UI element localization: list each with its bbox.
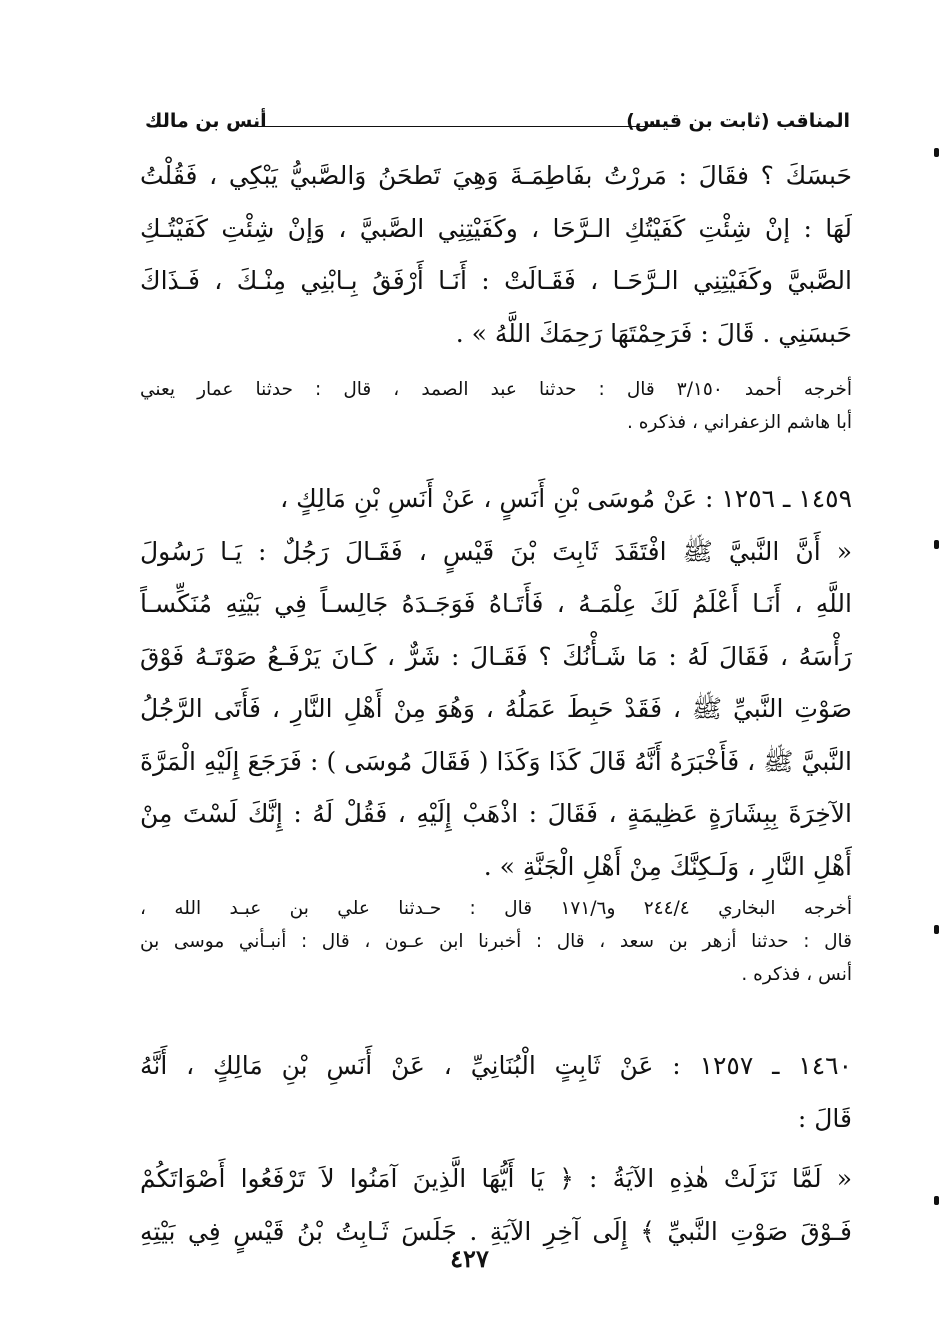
hadith-1460: [140, 1040, 852, 1258]
header-section-title: أنس بن مالك: [145, 110, 267, 132]
header-rule: [257, 126, 660, 127]
header-chapter-title: المناقب (ثابت بن قيس): [626, 110, 850, 132]
takhrij-note-1: [140, 373, 852, 439]
takhrij-note-2: [140, 892, 852, 991]
note-line: أنس ، فذكره .: [741, 964, 852, 985]
text-line: « لَمَّا نَزَلَتْ هٰذِهِ الآيَةُ : ﴿ يَا أَيُّهَا الَّذِينَ آمَنُوا لاَ تَرْفَعُوا أَصْوَاتَكُمْ: [140, 1164, 852, 1193]
text-line: « أَنَّ النَّبيَّ ﷺ افْتَقَدَ ثَابِتَ بْنَ قَيْسٍ ، فَقَـالَ رَجُلٌ : يَـا رَسُولَ: [140, 536, 852, 566]
hadith-continuation: [140, 150, 852, 360]
text-line: قَالَ :: [797, 1103, 852, 1133]
text-line: فَـوْقَ صَوْتِ النَّبيِّ ﴾ إِلَى آخِرِ الآيَةِ . جَلَسَ ثَـابِتُ بْنُ قَيْسٍ فِي بَيْتِهِ: [140, 1216, 852, 1246]
margin-mark: [934, 540, 939, 549]
text-line: صَوْتِ النَّبيِّ ﷺ ، فَقَدْ حَبِطَ عَمَلُهُ ، وَهُوَ مِنْ أَهْلِ النَّارِ ، فَأَتَى الرَّجُلُ: [140, 694, 852, 723]
note-line: قال : حدثنا أزهر بن سعد ، قال : أخبرنا ابن عـون ، قال : أنبـأني موسى بن: [140, 931, 852, 952]
note-line: أبا هاشم الزعفراني ، فذكره .: [627, 412, 852, 433]
text-line: لَهَا : إنْ شِئْتِ كَفَيْتُكِ الـرَّحَا ، وكَفَيْتِنِي الصَّبيَّ ، وَإنْ شِئْتِ كَفَيْتُـكِ: [140, 213, 852, 243]
hadith-1459: [140, 473, 852, 893]
note-line: أخرجه أحمد ٣/١٥٠ قال : حدثنا عبد الصمد ، قال : حدثنا عمار يعني: [140, 379, 852, 400]
text-line: حَبسَنِي . قَالَ : فَرَحِمْتَهَا رَحِمَكَ اللَّهُ » .: [455, 318, 852, 348]
text-line: رَأْسَهُ ، فَقَالَ لَهُ : مَا شَـأْنُكَ ؟ فَقَـالَ : شَرٌّ ، كَـانَ يَرْفَـعُ صَوْتَـهُ فَوْقَ: [140, 641, 852, 671]
hadith-number-line: ١٤٦٠ ـ ١٢٥٧ : عَنْ ثَابِتٍ الْبُنَانِيِّ ، عَنْ أَنَسِ بْنِ مَالِكٍ ، أَنَّهُ: [140, 1051, 852, 1080]
note-line: أخرجه البخاري ٢٤٤/٤ و١٧١/٦ قال : حـدثنا علي بن عبـد الله ،: [140, 898, 852, 919]
hadith-number-line: ١٤٥٩ ـ ١٢٥٦ : عَنْ مُوسَى بْنِ أَنَسٍ ، عَنْ أَنَسِ بْنِ مَالِكٍ ،: [280, 484, 852, 513]
margin-mark: [934, 925, 939, 934]
text-line: الصَّبيَّ وكَفَيْتِنِي الـرَّحَـا ، فَقَـالَتْ : أَنَـا أَرْفَقُ بِـابْنِي مِنْـكَ ، فَـذَاكَ: [140, 266, 852, 295]
text-line: الآخِرَةَ بِبِشَارَةٍ عَظِيمَةٍ ، فَقَالَ : اذْهَبْ إِلَيْهِ ، فَقُلْ لَهُ : إِنَّكَ لَسْتَ مِنْ: [140, 799, 852, 828]
text-line: اللَّهِ ، أَنَـا أَعْلَمُ لَكَ عِلْمَـهُ ، فَأَتَـاهُ فَوَجَـدَهُ جَالِسـاً فِي بَيْتِهِ مُنَكِّسـاً: [140, 589, 852, 618]
running-header: [145, 110, 850, 144]
text-line: النَّبيَّ ﷺ ، فَأَخْبَرَهُ أَنَّهُ قَالَ كَذَا وَكَذَا ( فَقَالَ مُوسَى ) : فَرَجَعَ إِلَيْهِ الْمَرَّةَ: [140, 746, 852, 776]
margin-mark: [934, 1196, 939, 1205]
margin-mark: [934, 148, 939, 157]
page-number: ٤٢٧: [450, 1244, 489, 1273]
text-line: حَبسَكَ ؟ فقَالَ : مَررْتُ بفَاطِمَـةَ وَهِيَ تَطحَنُ وَالصَّبيُّ يَبْكِي ، فَقُلْتُ: [140, 161, 852, 190]
text-line: أَهْلِ النَّارِ ، وَلَـكِنَّكَ مِنْ أَهْلِ الْجَنَّةِ » .: [483, 851, 852, 881]
